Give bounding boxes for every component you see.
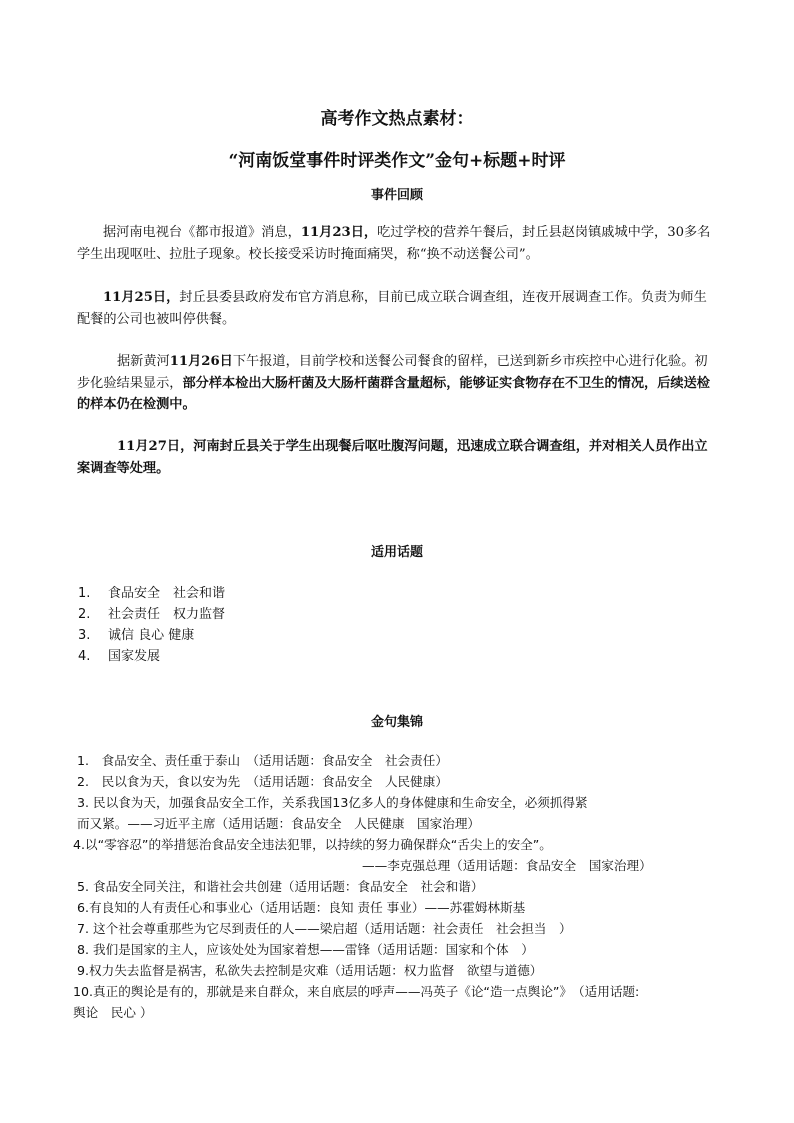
p1-text-a: 据河南电视台《都市报道》消息， — [103, 225, 301, 240]
topics-list — [78, 583, 718, 667]
quotes-list — [73, 750, 727, 1023]
p1-date: 11月23日， — [300, 225, 378, 240]
page-subtitle: “河南饭堂事件时评类作文”金句+标题+时评 — [228, 151, 566, 171]
list-number: 3. — [78, 628, 91, 643]
list-number: 2. — [78, 607, 91, 622]
list-text: 诚信 良心 健康 — [108, 628, 195, 643]
list-number: 4. — [78, 649, 91, 664]
quote-line: 8. 我们是国家的主人，应该处处为国家着想——雷锋（适用话题：国家和个体 ） — [77, 942, 534, 957]
event-paragraph-1 — [77, 222, 717, 265]
list-item — [78, 583, 718, 604]
quote-line: 5. 食品安全同关注，和谐社会共创建（适用话题：食品安全 社会和谐） — [77, 879, 484, 894]
p3-result: 部分样本检出大肠杆菌及大肠杆菌群含量超标，能够证实食物存在不卫生的情况，后续送检的样本仍在检测中。 — [77, 375, 710, 412]
list-text: 社会责任 权力监督 — [108, 607, 226, 622]
list-number: 1. — [78, 586, 91, 601]
p2-date: 11月25日， — [103, 290, 180, 305]
list-item — [78, 604, 718, 625]
list-item — [78, 625, 718, 646]
quotes-heading: 金句集锦 — [370, 715, 423, 730]
quote-line: 2. 民以食为天，食以安为先 （适用话题：食品安全 人民健康） — [77, 774, 448, 789]
quote-line: 10.真正的舆论是有的，那就是来自群众，来自底层的呼声——冯英子《论“造一点舆论”》 （适用话题: — [73, 984, 640, 999]
event-paragraph-3 — [77, 351, 717, 416]
quote-line: 7. 这个社会尊重那些为它尽到责任的人——梁启超（适用话题：社会责任 社会担当 ） — [77, 921, 572, 936]
p3-text-c: 下午报道，目前学校和送餐公司餐食的留样，已送到新乡市疾控中心进行化验。初步化验结果显示， — [77, 354, 708, 391]
p2-text: 封丘县委县政府发布官方消息称，目前已成立联合调查组，连夜开展调查工作。负责为师生配餐的公司也被叫停供餐。 — [77, 290, 707, 327]
quote-line: 3. 民以食为天，加强食品安全工作，关系我国13亿多人的身体健康和生命安全，必须抓得紧 — [77, 795, 588, 810]
p1-text-c: 吃过学校的营养午餐后，封丘县赵岗镇戚城中学，30多名学生出现呕吐、拉肚子现象。校长接受采访时掩面痛哭，称“换不动送餐公司”。 — [77, 225, 711, 262]
quote-line: 而又紧。——习近平主席（适用话题：食品安全 人民健康 国家治理） — [77, 816, 480, 831]
p3-date: 11月26日 — [169, 354, 233, 369]
event-paragraph-2 — [77, 287, 717, 330]
list-text: 国家发展 — [108, 649, 161, 664]
page-title: 高考作文热点素材： — [320, 109, 474, 129]
quote-line: 4.以“零容忍”的举措惩治食品安全违法犯罪，以持续的努力确保群众“舌尖上的安全”。 — [73, 837, 552, 852]
p3-text-a: 据新黄河 — [117, 354, 170, 369]
event-heading: 事件回顾 — [370, 188, 423, 203]
list-item — [78, 646, 718, 667]
quote-line: 舆论 民心 ） — [73, 1005, 153, 1020]
event-paragraph-4: 11月27日，河南封丘县关于学生出现餐后呕吐腹泻问题，迅速成立联合调查组，并对相关人员作出立案调查等处理。 — [77, 439, 708, 476]
quote-attribution: ——李克强总理（适用话题：食品安全 国家治理） — [362, 858, 652, 873]
list-text: 食品安全 社会和谐 — [108, 586, 226, 601]
quote-line: 9.权力失去监督是祸害，私欲失去控制是灾难（适用话题：权力监督 欲望与道德） — [77, 963, 543, 978]
topics-heading: 适用话题 — [370, 545, 423, 560]
quote-line: 6.有良知的人有责任心和事业心（适用话题：良知 责任 事业）——苏霍姆林斯基 — [77, 900, 526, 915]
quote-line: 1. 食品安全、责任重于泰山 （适用话题：食品安全 社会责任） — [77, 753, 448, 768]
